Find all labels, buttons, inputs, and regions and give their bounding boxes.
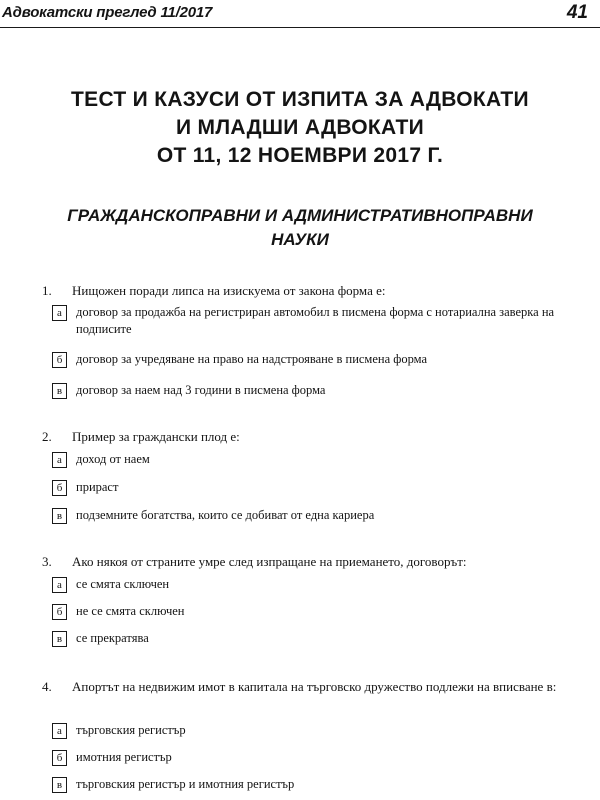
option-letter-box: а <box>52 577 67 593</box>
option-text: се прекратява <box>76 631 149 645</box>
option-letter-box: в <box>52 508 67 524</box>
option-text: прираст <box>76 480 119 494</box>
section-title-line-2: НАУКИ <box>271 230 329 249</box>
option-text: договор за продажба на регистриран автомобил в писмена форма с нотариална заверка на подписите <box>76 305 555 336</box>
section-title-line-1: ГРАЖДАНСКОПРАВНИ И АДМИНИСТРАТИВНОПРАВНИ <box>67 206 533 225</box>
question-number: 2. <box>42 429 52 444</box>
option-letter-box: в <box>52 777 67 793</box>
option-text: договор за учредяване на право на надстрояване в писмена форма <box>76 352 428 366</box>
question-number: 4. <box>42 679 52 694</box>
option-text: търговския регистър <box>76 723 186 737</box>
option-text: договор за наем над 3 години в писмена форма <box>76 383 326 397</box>
page-number: 41 <box>566 2 588 23</box>
option-letter-box: а <box>52 723 67 739</box>
option-letter-box: б <box>52 604 67 620</box>
option-letter-box: б <box>52 352 67 368</box>
title-line-1: ТЕСТ И КАЗУСИ ОТ ИЗПИТА ЗА АДВОКАТИ <box>71 88 529 111</box>
option-text: търговския регистър и имотния регистър <box>76 777 295 791</box>
option-letter-box: б <box>52 750 67 766</box>
title-line-3: ОТ 11, 12 НОЕМВРИ 2017 Г. <box>156 144 444 167</box>
question-text: Ако някоя от страните умре след изпращане на приемането, договорът: <box>72 554 467 569</box>
option-letter-box: в <box>52 383 67 399</box>
question-text: Нищожен поради липса на изискуема от закона форма е: <box>72 283 386 298</box>
title-line-2: И МЛАДШИ АДВОКАТИ <box>176 116 424 139</box>
running-title: Адвокатски преглед 11/2017 <box>2 4 213 21</box>
option-text: доход от наем <box>76 452 150 466</box>
question-text: Пример за граждански плод е: <box>72 429 240 444</box>
option-text: подземните богатства, които се добиват от една кариера <box>76 508 375 522</box>
option-letter-box: в <box>52 631 67 647</box>
option-text: не се смята сключен <box>76 604 185 618</box>
option-text: имотния регистър <box>76 750 172 764</box>
option-letter-box: а <box>52 452 67 468</box>
question-text: Апортът на недвижим имот в капитала на търговско дружество подлежи на вписване в: <box>72 679 557 694</box>
option-letter-box: б <box>52 480 67 496</box>
question-number: 3. <box>42 554 52 569</box>
question-number: 1. <box>42 283 52 298</box>
option-letter-box: а <box>52 305 67 321</box>
option-text: се смята сключен <box>76 577 170 591</box>
